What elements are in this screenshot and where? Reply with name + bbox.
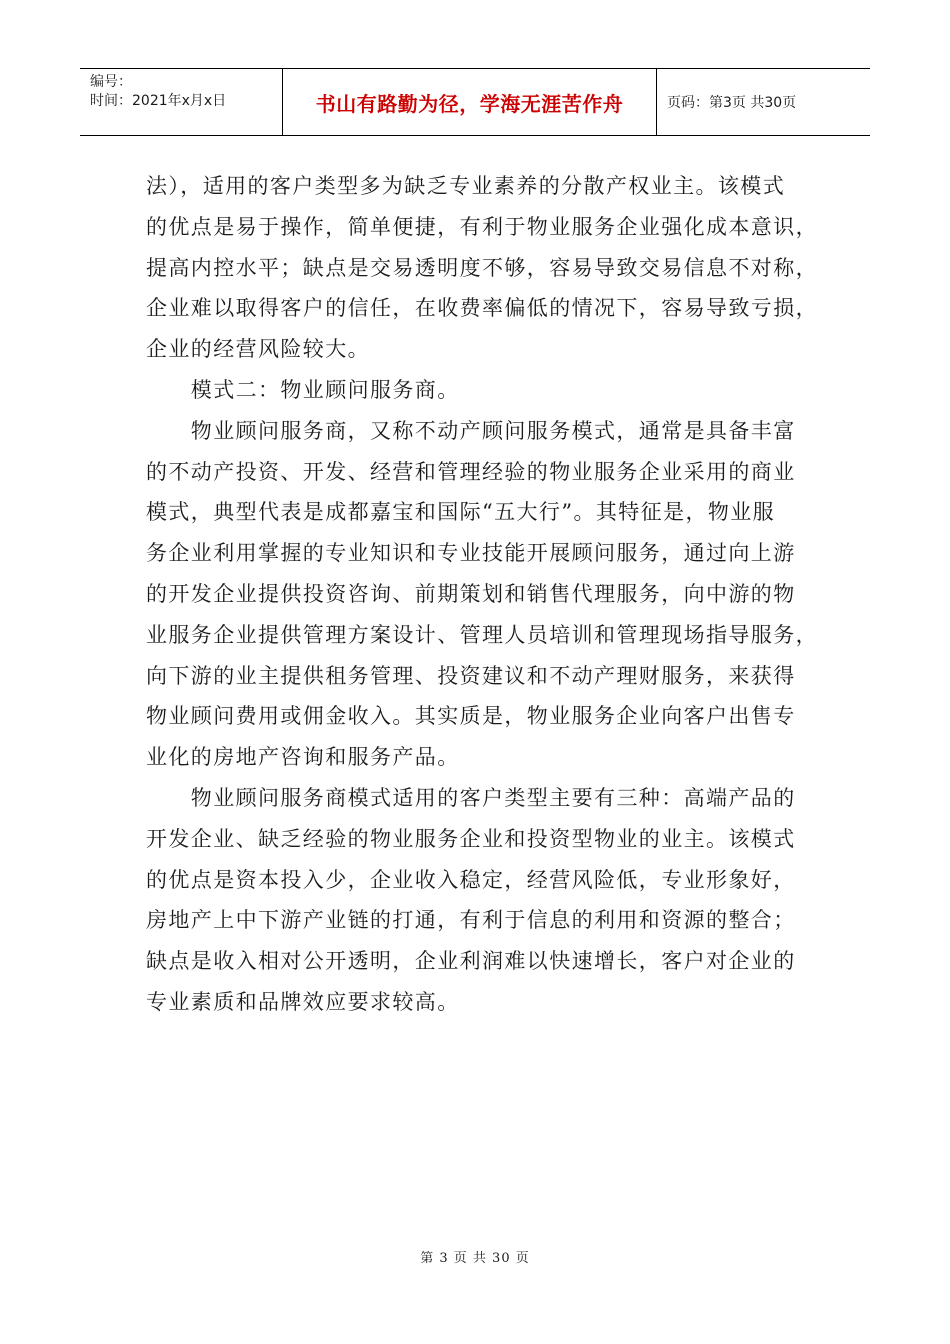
body-line: 物业顾问服务商，又称不动产顾问服务模式，通常是具备丰富	[146, 418, 796, 443]
body-line: 的优点是资本投入少，企业收入稳定，经营风险低，专业形象好，	[146, 867, 796, 892]
body-line: 模式，典型代表是成都嘉宝和国际“五大行”。其特征是，物业服	[146, 500, 776, 525]
body-line: 模式二：物业顾问服务商。	[146, 377, 460, 402]
header-page-info: 页码：第3页 共30页	[667, 95, 797, 111]
document-header	[80, 68, 870, 136]
body-line: 法），适用的客户类型多为缺乏专业素养的分散产权业主。该模式	[146, 174, 786, 198]
date-label: 时间：2021年x月x日	[90, 93, 227, 109]
body-line: 业服务企业提供管理方案设计、管理人员培训和管理现场指导服务，	[146, 622, 818, 647]
page-footer: 第 3 页 共 30 页	[420, 1251, 530, 1266]
body-line: 务企业利用掌握的专业知识和专业技能开展顾问服务，通过向上游	[146, 541, 796, 566]
body-line: 的不动产投资、开发、经营和管理经验的物业服务企业采用的商业	[146, 459, 796, 484]
body-line: 的优点是易于操作，简单便捷，有利于物业服务企业强化成本意识，	[146, 214, 818, 239]
body-line: 企业难以取得客户的信任，在收费率偏低的情况下，容易导致亏损，	[146, 296, 818, 321]
body-line: 向下游的业主提供租务管理、投资建议和不动产理财服务，来获得	[146, 663, 796, 688]
body-line: 业化的房地产咨询和服务产品。	[146, 745, 460, 770]
body-line: 开发企业、缺乏经验的物业服务企业和投资型物业的业主。该模式	[146, 826, 796, 851]
body-line: 物业顾问服务商模式适用的客户类型主要有三种：高端产品的	[146, 785, 796, 810]
body-line: 的开发企业提供投资咨询、前期策划和销售代理服务，向中游的物	[146, 581, 796, 606]
body-line: 企业的经营风险较大。	[146, 337, 370, 362]
body-line: 提高内控水平；缺点是交易透明度不够，容易导致交易信息不对称，	[146, 255, 818, 280]
body-line: 房地产上中下游产业链的打通，有利于信息的利用和资源的整合；	[146, 908, 796, 933]
header-meta	[80, 69, 283, 135]
body-line: 专业素质和品牌效应要求较高。	[146, 989, 460, 1014]
document-body	[146, 166, 826, 1023]
number-label: 编号：	[90, 74, 132, 90]
body-line: 缺点是收入相对公开透明，企业利润难以快速增长，客户对企业的	[146, 949, 796, 974]
header-motto: 书山有路勤为径，学海无涯苦作舟	[283, 69, 657, 135]
body-line: 物业顾问费用或佣金收入。其实质是，物业服务企业向客户出售专	[146, 704, 796, 729]
